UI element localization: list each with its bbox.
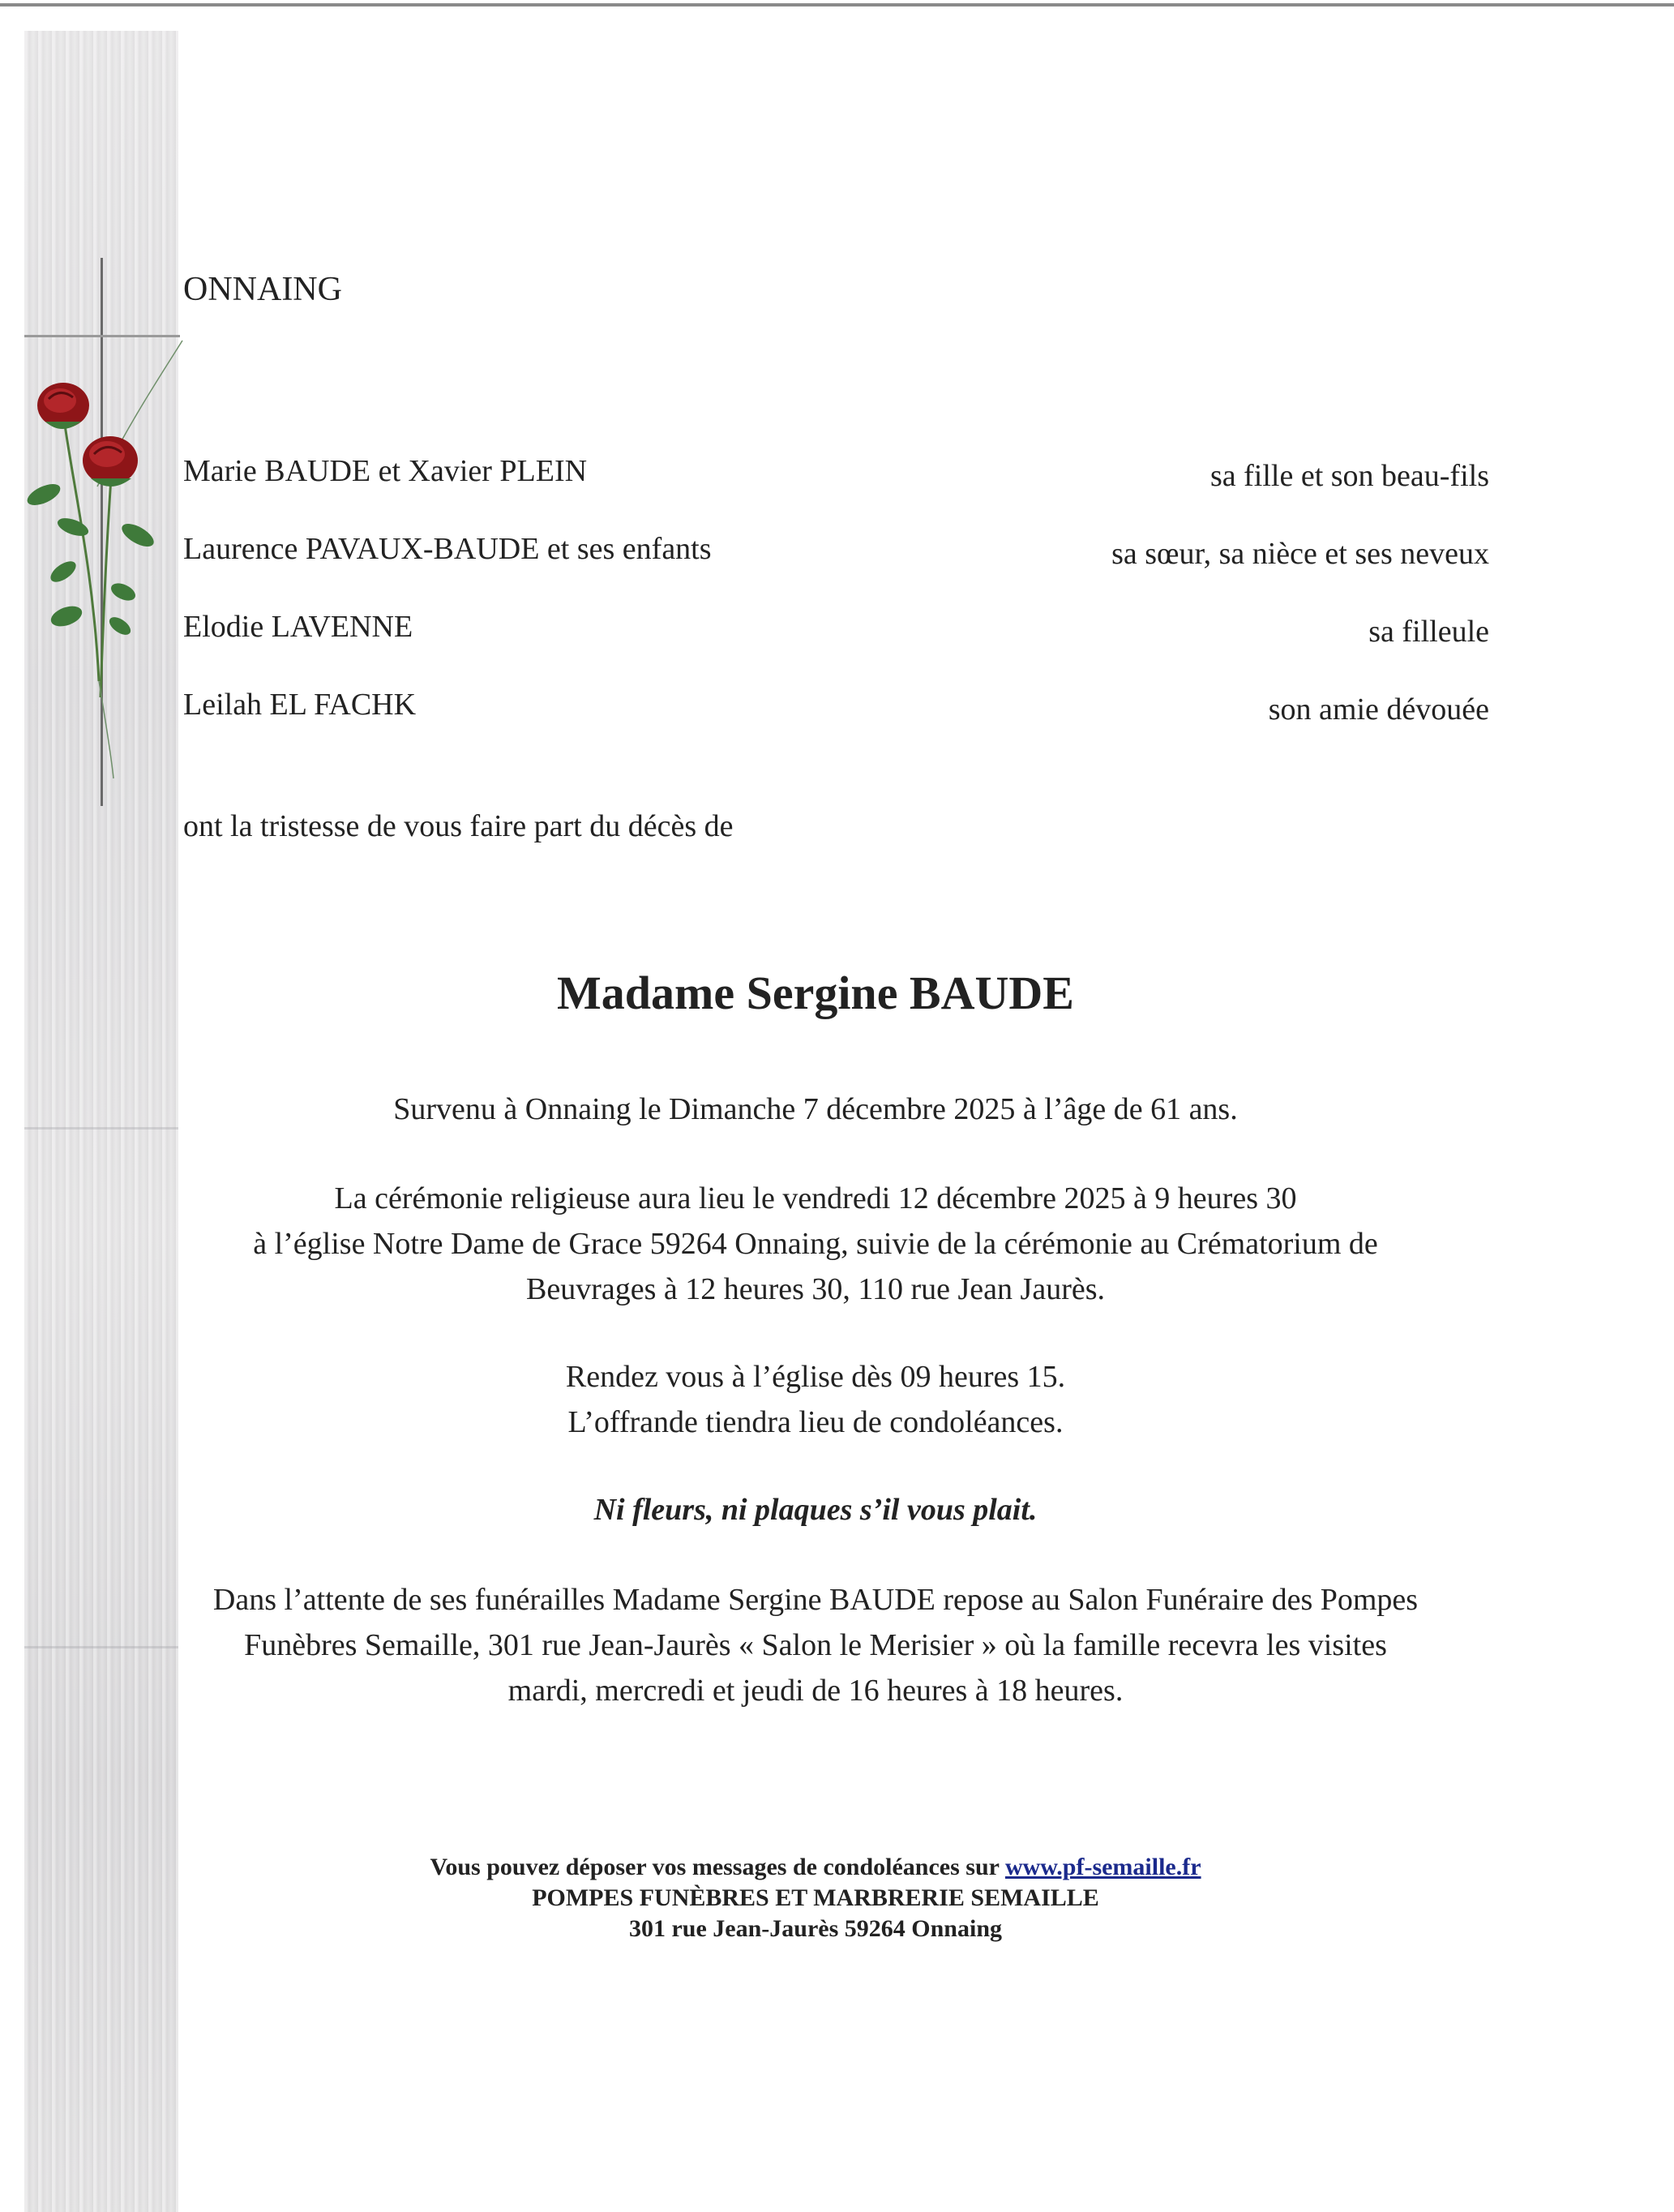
rose-blooms (37, 383, 138, 487)
announcement-intro: ont la tristesse de vous faire part du décès de (183, 809, 734, 843)
family-member-relation: sa sœur, sa nièce et ses neveux (1111, 537, 1489, 571)
website-link[interactable]: www.pf-semaille.fr (1004, 1854, 1201, 1880)
family-member-name: Leilah EL FACHK (183, 688, 417, 722)
resting-line: mardi, mercredi et jeudi de 16 heures à 18 heures. (507, 1674, 1124, 1708)
family-member-relation: son amie dévouée (1268, 692, 1489, 727)
ceremony-line: Beuvrages à 12 heures 30, 110 rue Jean Jaurès. (525, 1272, 1106, 1306)
death-notice: Survenu à Onnaing le Dimanche 7 décembre 2025 à l’âge de 61 ans. (393, 1092, 1238, 1126)
family-member-relation: sa fille et son beau-fils (1209, 459, 1489, 493)
family-member-name: Laurence PAVAUX-BAUDE et ses enfants (183, 532, 712, 566)
resting-place-details (183, 1577, 1448, 1713)
resting-line: Dans l’attente de ses funérailles Madame Sergine BAUDE repose au Salon Funéraire des Pompes (212, 1583, 1419, 1617)
red-rose-icon (16, 324, 186, 811)
condolence-text: Vous pouvez déposer vos messages de condoléances sur (430, 1854, 1005, 1880)
company-address: 301 rue Jean-Jaurès 59264 Onnaing (628, 1915, 1003, 1942)
company-name: POMPES FUNÈBRES ET MARBRERIE SEMAILLE (532, 1884, 1099, 1911)
family-member-relation: sa filleule (1368, 615, 1489, 649)
condolence-line (183, 1852, 1448, 1883)
resting-line: Funèbres Semaille, 301 rue Jean-Jaurès « Salon le Merisier » où la famille recevra les visites (244, 1628, 1387, 1662)
family-member-name: Elodie LAVENNE (183, 610, 413, 644)
wood-joint (24, 1646, 178, 1648)
ceremony-line: à l’église Notre Dame de Grace 59264 Onnaing, suivie de la cérémonie au Crématorium de (253, 1227, 1378, 1261)
meeting-line: Rendez vous à l’église dès 09 heures 15. (565, 1360, 1066, 1394)
meeting-details (183, 1354, 1448, 1445)
rose-leaves (24, 480, 157, 639)
deceased-name: Madame Sergine BAUDE (557, 967, 1074, 1019)
wood-joint (24, 1127, 178, 1130)
family-member-name: Marie BAUDE et Xavier PLEIN (183, 454, 588, 488)
meeting-line: L’offrande tiendra lieu de condoléances. (567, 1405, 1064, 1439)
footer (183, 1852, 1448, 1944)
no-flowers-notice: Ni fleurs, ni plaques s’il vous plait. (593, 1493, 1038, 1527)
town-name: ONNAING (183, 271, 342, 308)
ceremony-details (183, 1176, 1448, 1312)
ceremony-line: La cérémonie religieuse aura lieu le vendredi 12 décembre 2025 à 9 heures 30 (334, 1181, 1297, 1215)
top-rule (0, 3, 1674, 6)
